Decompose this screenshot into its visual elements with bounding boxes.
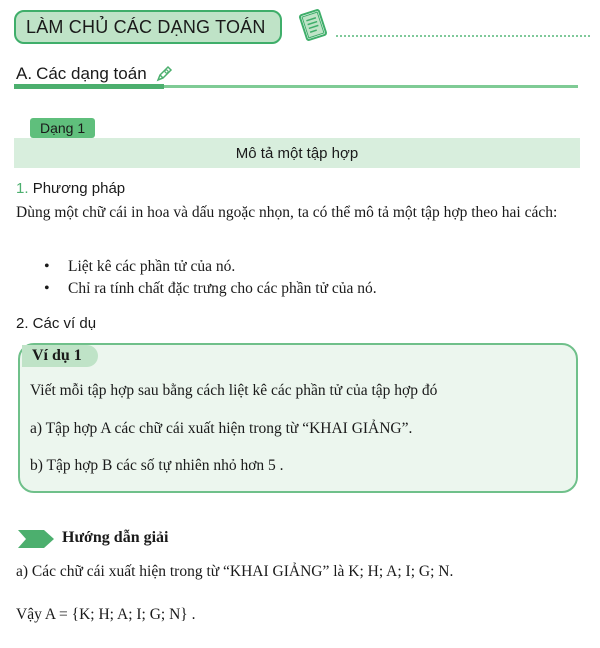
section-a-letter: A. — [16, 64, 33, 83]
banner-divider — [336, 35, 590, 37]
example-part-b: b) Tập hợp B các số tự nhiên nhỏ hơn 5 . — [30, 457, 284, 474]
list-item: • Liệt kê các phần tử của nó. — [44, 256, 377, 278]
examples-heading: 2. Các ví dụ — [16, 315, 97, 332]
form-tag: Dạng 1 — [30, 118, 95, 138]
solution-conclusion: Vậy A = {K; H; A; I; G; N} . — [16, 606, 196, 623]
arrow-icon — [18, 530, 54, 548]
method-paragraph: Dùng một chữ cái in hoa và dấu ngoặc nhọn, ta có thể mô tả một tập hợp theo hai cách: — [16, 204, 558, 221]
method-heading — [16, 180, 125, 197]
section-a-underline — [14, 85, 578, 88]
method-number: 1. — [16, 180, 29, 197]
method-bullet-list — [44, 256, 377, 300]
example-tag: Ví dụ 1 — [22, 345, 98, 367]
chapter-title: LÀM CHỦ CÁC DẠNG TOÁN — [26, 16, 266, 37]
example-prompt: Viết mỗi tập hợp sau bằng cách liệt kê các phần tử của tập hợp đó — [30, 382, 438, 399]
section-a-heading — [16, 64, 173, 84]
chapter-banner — [14, 10, 282, 44]
method-title: Phương pháp — [32, 180, 126, 197]
solution-heading: Hướng dẫn giải — [62, 529, 169, 546]
form-title: Mô tả một tập hợp — [14, 138, 580, 168]
notebook-icon — [296, 6, 330, 44]
pen-icon — [155, 65, 173, 83]
example-part-a: a) Tập hợp A các chữ cái xuất hiện trong từ “KHAI GIẢNG”. — [30, 420, 413, 437]
section-a-title: Các dạng toán — [36, 64, 147, 83]
solution-line-a: a) Các chữ cái xuất hiện trong từ “KHAI GIẢNG” là K; H; A; I; G; N. — [16, 563, 454, 580]
list-item: • Chỉ ra tính chất đặc trưng cho các phần tử của nó. — [44, 278, 377, 300]
